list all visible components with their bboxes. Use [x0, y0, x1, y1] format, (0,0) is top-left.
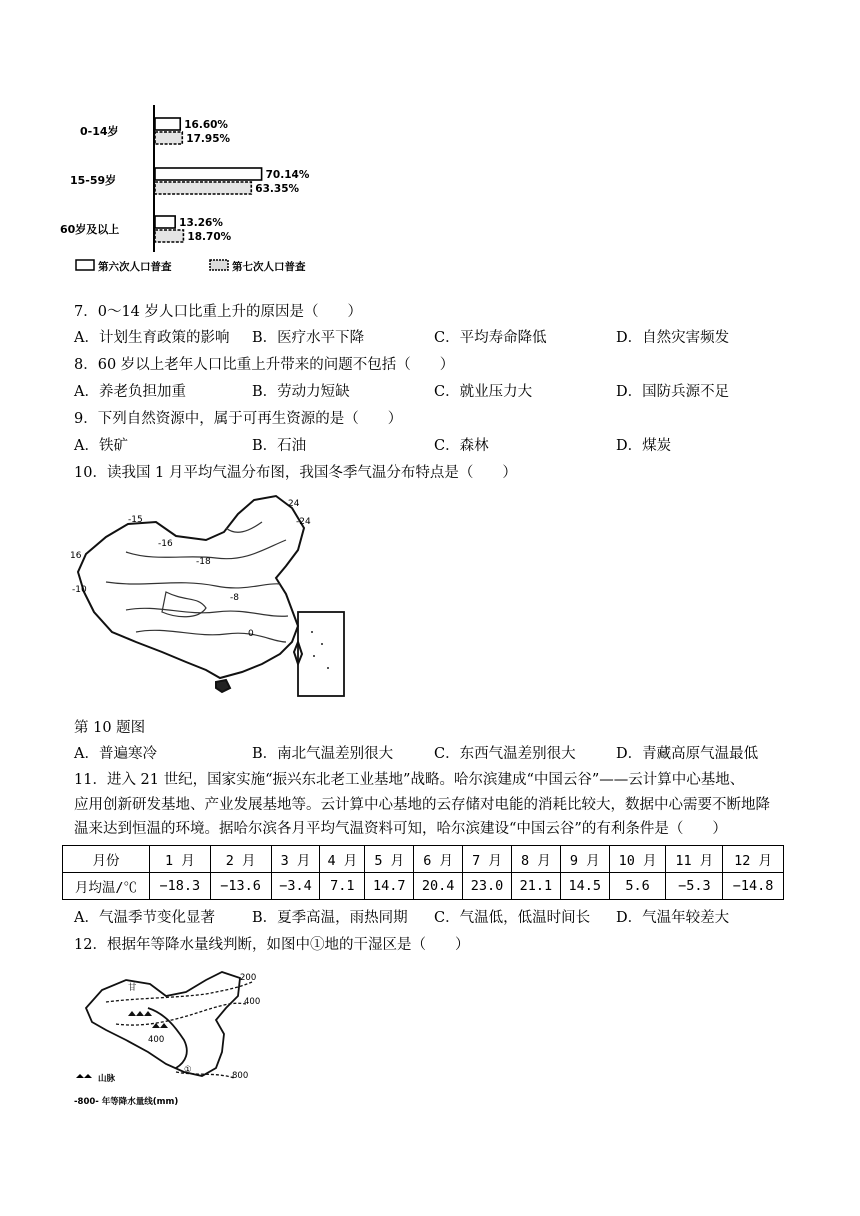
month-cell: 1 月 — [150, 846, 211, 873]
month-cell: 4 月 — [320, 846, 365, 873]
month-cell: 2 月 — [210, 846, 271, 873]
category-label: 15-59岁 — [70, 174, 117, 187]
china-january-isotherm-map — [66, 492, 356, 702]
month-cell: 10 月 — [609, 846, 666, 873]
svg-text:400: 400 — [148, 1035, 165, 1045]
bar-value-label: 63.35% — [255, 183, 300, 195]
table-row — [63, 846, 784, 873]
q8-option-c: C．就业压力大 — [434, 384, 533, 400]
temp-cell: 14.5 — [560, 873, 609, 900]
q7-option-d: D．自然灾害频发 — [616, 330, 730, 346]
population-chart — [60, 102, 332, 282]
month-cell: 6 月 — [414, 846, 463, 873]
svg-text:-18: -18 — [196, 557, 211, 567]
legend-mountain-symbol — [76, 1074, 92, 1078]
svg-text:800: 800 — [232, 1071, 249, 1081]
temp-cell: −13.6 — [210, 873, 271, 900]
question-9-stem: 9．下列自然资源中，属于可再生资源的是（ ） — [74, 411, 403, 427]
q11-line-1: 11．进入 21 世纪，国家实施“振兴东北老工业基地”战略。哈尔滨建成“中国云谷”——云计算中心基地、 — [74, 772, 745, 788]
row-header: 月均温/℃ — [63, 873, 150, 900]
question-10-stem: 10．读我国 1 月平均气温分布图，我国冬季气温分布特点是（ ） — [74, 465, 517, 481]
bar-value-label: 13.26% — [179, 217, 223, 229]
svg-text:山脉: 山脉 — [98, 1074, 116, 1084]
legend-swatch-census7 — [210, 260, 228, 270]
category-label: 0-14岁 — [80, 125, 119, 138]
legend-label: 第六次人口普查 — [98, 261, 172, 273]
q7-option-b: B．医疗水平下降 — [252, 330, 365, 346]
q8-option-d: D．国防兵源不足 — [616, 384, 730, 400]
svg-text:200: 200 — [240, 973, 257, 983]
q11-option-b: B．夏季高温，雨热同期 — [252, 910, 408, 926]
svg-text:-8: -8 — [230, 593, 239, 603]
bar-value-label: 70.14% — [265, 169, 310, 181]
svg-text:24: 24 — [288, 499, 300, 509]
temp-cell: 21.1 — [511, 873, 560, 900]
figure-caption-q10: 第 10 题图 — [74, 720, 146, 736]
q11-line-3: 温来达到恒温的环境。据哈尔滨各月平均气温资料可知，哈尔滨建设“中国云谷”的有利条件是（ ） — [74, 821, 727, 837]
svg-text:-15: -15 — [128, 515, 143, 525]
svg-text:-10: -10 — [72, 585, 87, 595]
month-cell: 9 月 — [560, 846, 609, 873]
bar-census6 — [155, 118, 180, 130]
month-cell: 5 月 — [365, 846, 414, 873]
temp-cell: −18.3 — [150, 873, 211, 900]
map-outline — [86, 972, 240, 1076]
bar-census7 — [155, 230, 183, 242]
temp-cell: −3.4 — [271, 873, 320, 900]
svg-text:400: 400 — [244, 997, 261, 1007]
china-isohyet-map — [66, 968, 286, 1116]
hainan-island — [216, 680, 230, 692]
question-11-stem — [74, 768, 794, 842]
q8-option-b: B．劳动力短缺 — [252, 384, 350, 400]
bar-value-label: 17.95% — [186, 133, 231, 145]
table-row — [63, 873, 784, 900]
q8-option-a: A．养老负担加重 — [74, 384, 186, 400]
month-cell: 7 月 — [463, 846, 512, 873]
category-label: 60岁及以上 — [60, 223, 120, 236]
month-cell: 12 月 — [723, 846, 784, 873]
svg-text:16: 16 — [70, 551, 82, 561]
temp-cell: 7.1 — [320, 873, 365, 900]
q9-option-b: B．石油 — [252, 438, 307, 454]
question-8-stem: 8．60 岁以上老年人口比重上升带来的问题不包括（ ） — [74, 357, 455, 373]
bar-value-label: 16.60% — [184, 119, 228, 131]
q7-option-a: A．计划生育政策的影响 — [74, 330, 230, 346]
bar-value-label: 18.70% — [187, 231, 232, 243]
harbin-temperature-table — [62, 845, 784, 900]
month-cell: 11 月 — [666, 846, 723, 873]
q10-option-d: D．青藏高原气温最低 — [616, 746, 759, 762]
legend-swatch-census6 — [76, 260, 94, 270]
q10-option-c: C．东西气温差别很大 — [434, 746, 576, 762]
svg-text:甘: 甘 — [128, 983, 137, 993]
temp-cell: 14.7 — [365, 873, 414, 900]
svg-text:①: ① — [184, 1065, 192, 1075]
temp-cell: 23.0 — [463, 873, 512, 900]
bar-census6 — [155, 216, 175, 228]
q11-option-a: A．气温季节变化显著 — [74, 910, 215, 926]
temp-cell: 5.6 — [609, 873, 666, 900]
q9-option-c: C．森林 — [434, 438, 489, 454]
south-china-sea-inset — [298, 612, 344, 696]
svg-text:-24: -24 — [296, 517, 311, 527]
bar-census6 — [155, 168, 262, 180]
svg-text:0: 0 — [248, 629, 254, 639]
bar-census7 — [155, 132, 182, 144]
q9-option-a: A．铁矿 — [74, 438, 128, 454]
q11-line-2: 应用创新研发基地、产业发展基地等。云计算中心基地的云存储对电能的消耗比较大，数据中心需要不断地降 — [74, 796, 770, 813]
q11-option-c: C．气温低，低温时间长 — [434, 910, 591, 926]
q10-option-a: A．普遍寒冷 — [74, 746, 157, 762]
q9-option-d: D．煤炭 — [616, 438, 672, 454]
mountain-ranges — [128, 1011, 168, 1028]
row-header: 月份 — [63, 846, 150, 873]
q10-option-b: B．南北气温差别很大 — [252, 746, 394, 762]
q7-option-c: C．平均寿命降低 — [434, 330, 547, 346]
question-12-stem: 12．根据年等降水量线判断，如图中①地的干湿区是（ ） — [74, 937, 470, 953]
temp-cell: −14.8 — [723, 873, 784, 900]
q11-option-d: D．气温年较差大 — [616, 910, 730, 926]
question-7-stem: 7．0～14 岁人口比重上升的原因是（ ） — [74, 304, 363, 320]
svg-text:-16: -16 — [158, 539, 173, 549]
svg-text:-800- 年等降水量线(mm): -800- 年等降水量线(mm) — [74, 1097, 179, 1107]
month-cell: 3 月 — [271, 846, 320, 873]
bar-census7 — [155, 182, 251, 194]
legend-label: 第七次人口普查 — [232, 261, 306, 273]
china-outline — [78, 496, 304, 678]
month-cell: 8 月 — [511, 846, 560, 873]
temp-cell: −5.3 — [666, 873, 723, 900]
temp-cell: 20.4 — [414, 873, 463, 900]
